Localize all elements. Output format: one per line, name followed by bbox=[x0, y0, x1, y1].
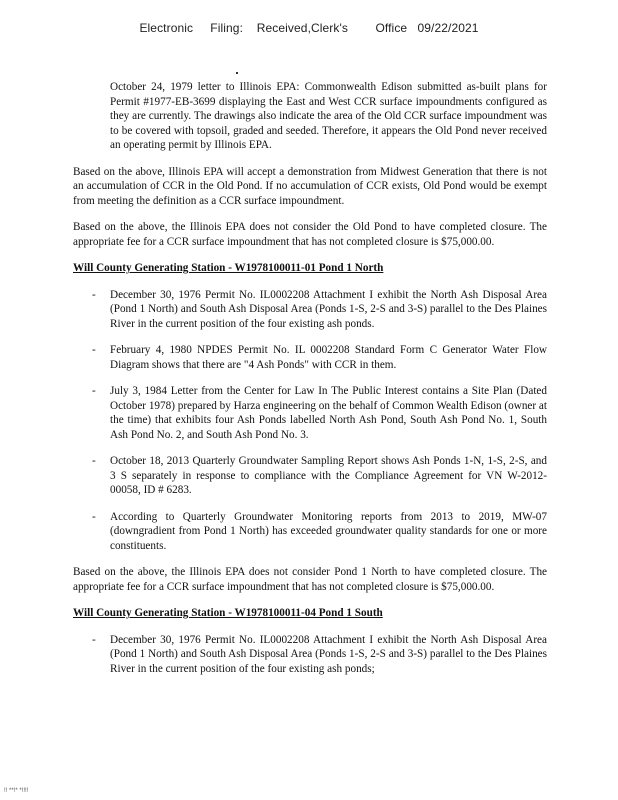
list-item-text: December 30, 1976 Permit No. IL0002208 Attachment I exhibit the North Ash Disposal Area (Pond 1 North) and South Ash Disposal Area (Ponds 1-S, 2-S and 3-S) parallel to the Des Plaines River in the current position of the four existing ash ponds; bbox=[110, 633, 547, 675]
bullet-list-pond-1-north bbox=[73, 288, 547, 554]
list-item-text: December 30, 1976 Permit No. IL0002208 Attachment I exhibit the North Ash Disposal Area (Pond 1 North) and South Ash Disposal Area (Ponds 1-S, 2-S and 3-S) parallel to the Des Plaines River in the current position of the four existing ash ponds. bbox=[110, 288, 547, 330]
bullet-dash: - bbox=[92, 385, 96, 397]
electronic-filing-header: Electronic Filing: Received,Clerk's Office 09/22/2021 bbox=[139, 21, 479, 35]
paragraph-accumulation: Based on the above, Illinois EPA will accept a demonstration from Midwest Generation that there is not an accumulation of CCR in the Old Pond. If no accumulation of CCR exists, Old Pond would be exempt from meeting the definition as a CCR surface impoundment. bbox=[73, 165, 547, 207]
bullet-dash: - bbox=[92, 344, 96, 356]
list-item-text: July 3, 1984 Letter from the Center for Law In The Public Interest contains a Site Plan (Dated October 1978) prepared by Harza engineering on the behalf of Common Wealth Edison (owner at the time) that exhibits four Ash Ponds labelled North Ash Pond, South Ash Pond No. 1, South Ash Pond No. 2, and South Ash Pond No. 3. bbox=[110, 385, 547, 441]
bullet-dash: - bbox=[92, 633, 96, 646]
section-heading-pond-1-south: Will County Generating Station - W1978100011-04 Pond 1 South bbox=[73, 607, 383, 619]
document-body bbox=[73, 80, 547, 676]
list-item bbox=[73, 633, 547, 677]
intro-paragraph: October 24, 1979 letter to Illinois EPA: Commonwealth Edison submitted as-built plans for Permit #1977-EB-3699 displaying the East and West CCR surface impoundments configured as they are currently. The drawings also indicate the area of the Old CCR surface impoundment was to be covered with topsoil, graded and seeded. Therefore, it appears the Old Pond never received an operating permit by Illinois EPA. bbox=[110, 81, 547, 151]
paragraph-old-pond-closure: Based on the above, the Illinois EPA does not consider the Old Pond to have completed closure. The appropriate fee for a CCR surface impoundment that has not completed closure is $75,000.00. bbox=[73, 221, 547, 248]
section-heading-pond-1-north: Will County Generating Station - W1978100011-01 Pond 1 North bbox=[73, 262, 384, 274]
list-item-text: February 4, 1980 NPDES Permit No. IL 0002208 Standard Form C Generator Water Flow Diagram shows that there are "4 Ash Ponds" with CCR in them. bbox=[110, 344, 547, 371]
list-item bbox=[73, 454, 547, 498]
bullet-dash: - bbox=[92, 455, 96, 467]
bullet-list-pond-1-south bbox=[73, 633, 547, 677]
list-item bbox=[73, 384, 547, 442]
bullet-dash: - bbox=[92, 510, 96, 523]
scan-speck bbox=[236, 72, 238, 74]
footer-scan-mark: !! **!* *!!!! bbox=[4, 788, 29, 794]
list-item-text: October 18, 2013 Quarterly Groundwater Sampling Report shows Ash Ponds 1-N, 1-S, 2-S, and 3 S separately in response to compliance with the Compliance Agreement for VN W-2012-00058, ID # 6283. bbox=[110, 455, 547, 496]
bullet-dash: - bbox=[92, 288, 96, 301]
list-item bbox=[73, 510, 547, 554]
list-item bbox=[73, 288, 547, 332]
list-item bbox=[73, 343, 547, 372]
list-item-text: According to Quarterly Groundwater Monitoring reports from 2013 to 2019, MW-07 (downgradient from Pond 1 North) has exceeded groundwater quality standards for one or more constituents. bbox=[110, 510, 547, 552]
paragraph-pond-1-north-closure: Based on the above, the Illinois EPA does not consider Pond 1 North to have completed closure. The appropriate fee for a CCR surface impoundment that has not completed closure is $75,000.00. bbox=[73, 566, 547, 593]
